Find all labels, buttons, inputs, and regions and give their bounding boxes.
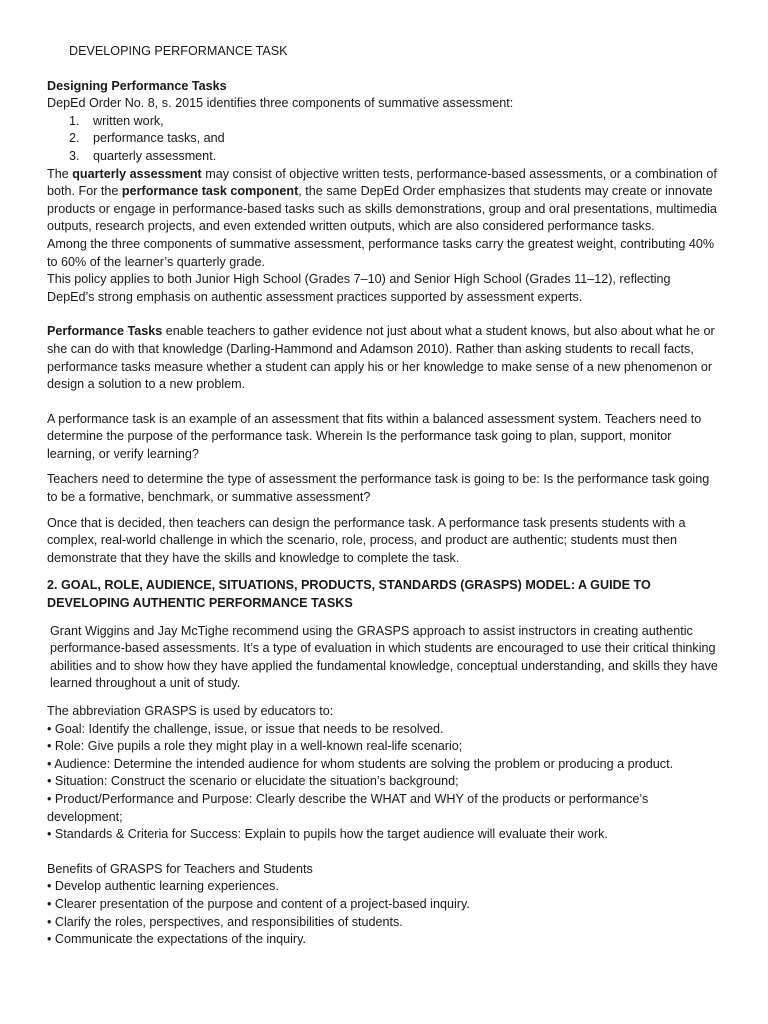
deped-intro: DepEd Order No. 8, s. 2015 identifies three components of summative assessment: [47, 96, 514, 111]
list-item: • Develop authentic learning experiences. [47, 879, 279, 894]
list-item: • Situation: Construct the scenario or elucidate the situation’s background; [47, 774, 459, 789]
components-list [47, 113, 721, 166]
document-title: DEVELOPING PERFORMANCE TASK [69, 44, 288, 58]
list-item: 2. performance tasks, and [69, 131, 225, 146]
section-heading-grasps: 2. GOAL, ROLE, AUDIENCE, SITUATIONS, PRODUCTS, STANDARDS (GRASPS) MODEL: A GUIDE TO DEVELOPING AUTHENTIC PERFORMANCE TASKS [47, 578, 651, 611]
benefits-list [47, 878, 721, 948]
grasps-list [47, 721, 721, 844]
grasps-intro-paragraph: Grant Wiggins and Jay McTighe recommend using the GRASPS approach to assist instructors in creating authentic performance-based assessments. It’s a type of evaluation in which students are encouraged to use their critical thinking abilities and to show how they have applied the fundamental knowledge, conceptual understanding, and skills they have learned throughout a unit of study. [50, 623, 718, 691]
abbreviation-intro: The abbreviation GRASPS is used by educators to: [47, 704, 334, 718]
section-heading-designing: Designing Performance Tasks [47, 78, 227, 93]
list-item: 1. written work, [69, 113, 164, 128]
list-item: • Standards & Criteria for Success: Explain to pupils how the target audience will evaluate their work. [47, 827, 608, 842]
list-item: • Audience: Determine the intended audience for whom students are solving the problem or producing a product. [47, 756, 674, 771]
design-paragraph: Once that is decided, then teachers can design the performance task. A performance task presents students with a complex, real-world challenge in which the scenario, role, process, and product are authentic; students must then demonstrate that they have the skills and knowledge to complete the task. [47, 515, 686, 565]
quarterly-paragraph: The quarterly assessment may consist of objective written tests, performance-based assessments, or a combination of both. For the performance task component, the same DepEd Order emphasizes that students may create or innovate products or engage in performance-based tasks such as skills demonstrations, group and oral presentations, multimedia outputs, research projects, and even extended written outputs, which are also considered performance tasks. [47, 166, 717, 234]
list-item: • Communicate the expectations of the inquiry. [47, 932, 306, 947]
assessment-type-paragraph: Teachers need to determine the type of assessment the performance task is going to be: Is the performance task going to be a formative, benchmark, or summative assessment? [47, 472, 710, 505]
list-item: • Role: Give pupils a role they might play in a well-known real-life scenario; [47, 739, 463, 754]
list-item: • Goal: Identify the challenge, issue, or issue that needs to be resolved. [47, 721, 444, 736]
weight-paragraph: Among the three components of summative assessment, performance tasks carry the greatest weight, contributing 40% to 60% of the learner’s quarterly grade. [47, 236, 715, 269]
list-item: • Product/Performance and Purpose: Clearly describe the WHAT and WHY of the products or performance’s development; [47, 791, 649, 824]
list-item: • Clearer presentation of the purpose and content of a project-based inquiry. [47, 896, 470, 911]
benefits-heading: Benefits of GRASPS for Teachers and Students [47, 861, 313, 876]
performance-tasks-paragraph: Performance Tasks enable teachers to gather evidence not just about what a student knows, but also about what he or she can do with that knowledge (Darling-Hammond and Adamson 2010). Rather than asking students to recall facts, performance tasks measure whether a student can apply his or her knowledge to make sense of a new phenomenon or design a solution to a new problem. [47, 324, 715, 392]
balanced-assessment-paragraph: A performance task is an example of an assessment that fits within a balanced assessment system. Teachers need to determine the purpose of the performance task. Wherein Is the performance task going to plan, support, monitor learning, or verify learning? [47, 411, 702, 461]
list-item: • Clarify the roles, perspectives, and responsibilities of students. [47, 914, 403, 929]
list-item: 3. quarterly assessment. [69, 148, 217, 163]
policy-paragraph: This policy applies to both Junior High School (Grades 7–10) and Senior High School (Grades 11–12), reflecting DepEd’s strong emphasis on authentic assessment practices supported by assessment experts. [47, 272, 671, 304]
